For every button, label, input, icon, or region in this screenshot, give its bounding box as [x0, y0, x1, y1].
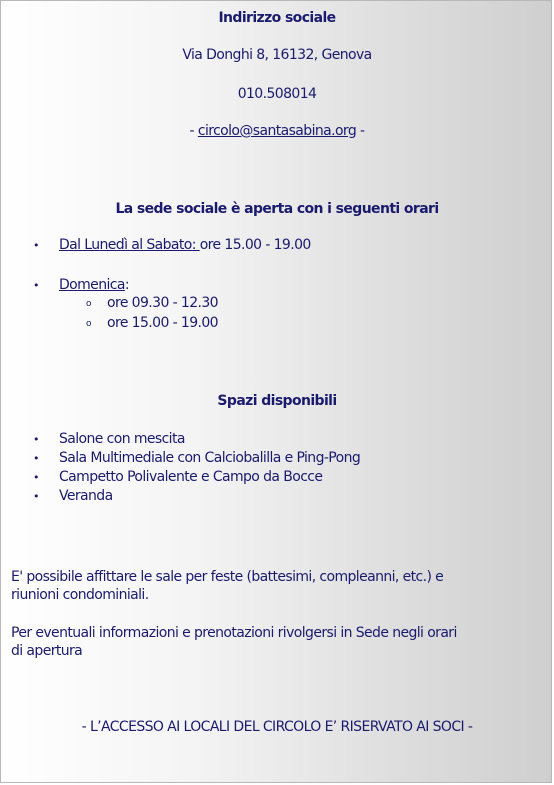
address-phone: 010.508014 [237, 86, 317, 102]
sunday-time-afternoon: ore 15.00 - 19.00 [107, 315, 218, 331]
rental-note-line1: E' possibile affittare le sale per feste (battesimi, compleanni, etc.) e [11, 569, 444, 585]
spaces-item-sala-multimediale: Sala Multimediale con Calciobalilla e Ping-Pong [59, 450, 361, 466]
spaces-item-campetto: Campetto Polivalente e Campo da Bocce [59, 469, 323, 485]
members-only-notice: - L’ACCESSO AI LOCALI DEL CIRCOLO E’ RISERVATO AI SOCI - [81, 719, 473, 735]
spaces-item-salone: Salone con mescita [59, 431, 185, 447]
info-note-line2: di apertura [11, 643, 83, 659]
spaces-bullet-2: • [33, 452, 39, 465]
spaces-bullet-4: • [33, 490, 39, 503]
address-email-line [1, 122, 553, 140]
sub-bullet-1: o [86, 299, 91, 309]
sub-bullet-2: o [86, 319, 91, 329]
rental-note-line2: riunioni condominiali. [11, 587, 149, 603]
weekdays-value: ore 15.00 - 19.00 [199, 237, 311, 253]
address-street: Via Donghi 8, 16132, Genova [182, 47, 372, 63]
email-suffix: - [356, 123, 365, 139]
address-heading: Indirizzo sociale [218, 10, 336, 26]
spaces-item-veranda: Veranda [59, 488, 113, 504]
sunday-label: Domenica [59, 277, 125, 293]
spaces-heading: Spazi disponibili [217, 393, 337, 409]
sunday-colon: : [124, 277, 129, 293]
spaces-bullet-1: • [33, 433, 39, 446]
hours-bullet-weekdays: • [33, 239, 39, 252]
hours-sunday [59, 276, 129, 294]
spaces-bullet-3: • [33, 471, 39, 484]
weekdays-label: Dal Lunedì al Sabato: [59, 237, 200, 253]
hours-heading: La sede sociale è aperta con i seguenti orari [115, 201, 439, 217]
info-note-line1: Per eventuali informazioni e prenotazioni rivolgersi in Sede negli orari [11, 625, 457, 641]
sunday-time-morning: ore 09.30 - 12.30 [107, 295, 218, 311]
email-link[interactable]: circolo@santasabina.org [197, 123, 357, 139]
hours-bullet-sunday: • [33, 279, 39, 292]
hours-weekdays [59, 236, 311, 254]
email-prefix: - [189, 123, 198, 139]
